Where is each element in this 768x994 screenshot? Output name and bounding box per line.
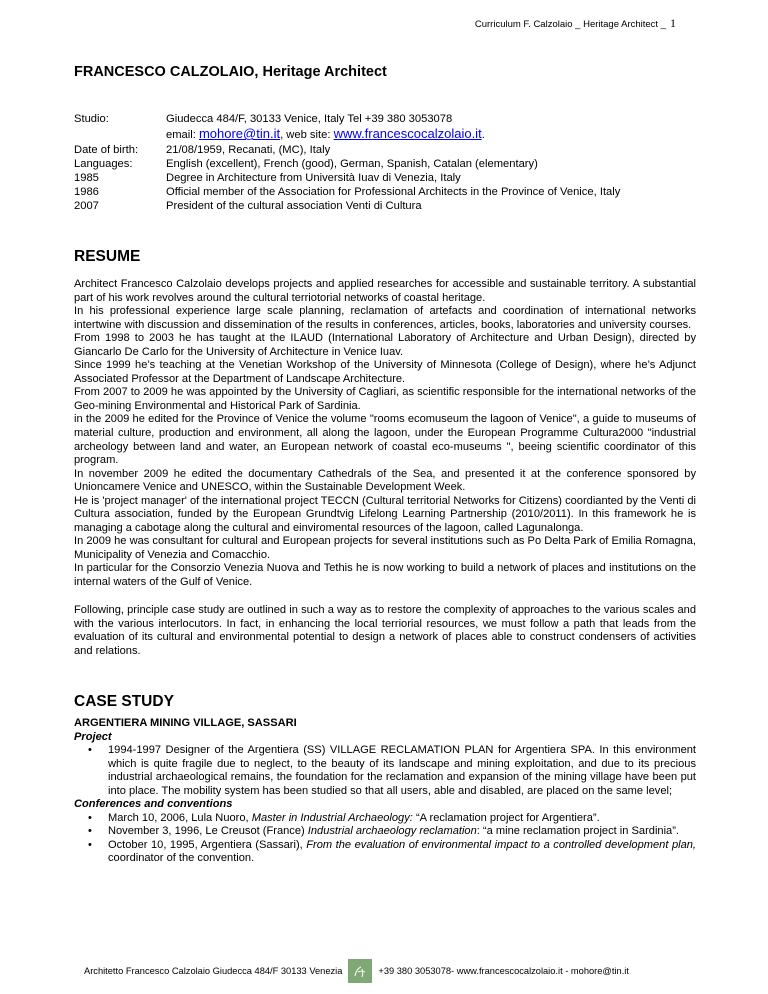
resume-paragraph: Architect Francesco Calzolaio develops projects and applied researches for accessible and sustainable territory. A substantial part of his work revolves around the cultural terriotorial networks of coastal heritage. (74, 278, 696, 304)
studio-label: Studio: (74, 113, 109, 125)
conferences-list (74, 812, 696, 866)
following-paragraph: Following, principle case study are outlined in such a way as to restore the complexity of approaches to the various scales and with the various interlocutors. In fact, in enhancing the local terriorial resources, we must follow a path that leads from the evaluation of its cultural and environmental potential to design a network of places able to construct condensers of activities and relations. (74, 604, 696, 657)
list-item (98, 825, 696, 839)
year-1985-label: 1985 (74, 172, 99, 184)
birth-value: 21/08/1959, Recanati, (MC), Italy (166, 144, 331, 156)
website-prefix: , web site: (280, 129, 334, 141)
running-title: Curriculum F. Calzolaio _ Heritage Architect _ (474, 19, 666, 30)
case-subtitle: ARGENTIERA MINING VILLAGE, SASSARI (74, 717, 297, 729)
page-title: FRANCESCO CALZOLAIO, Heritage Architect (74, 64, 387, 80)
resume-paragraph: From 1998 to 2003 he has taught at the ILAUD (International Laboratory of Architecture and Urban Design), directed by Giancarlo De Carlo for the University of Architecture in Venice Iuav. (74, 332, 696, 358)
languages-label: Languages: (74, 158, 133, 170)
birth-label: Date of birth: (74, 144, 139, 156)
resume-paragraph: In particular for the Consorzio Venezia Nuova and Tethis he is now working to build a network of places and institutions on the internal waters of the Gulf of Venice. (74, 562, 696, 589)
year-1985-row (74, 171, 620, 185)
contact-info-block (74, 112, 620, 213)
website-link[interactable]: www.francescocalzolaio.it (333, 126, 482, 141)
email-prefix: email: (166, 129, 199, 141)
conf-title: From the evaluation of environmental impact to a controlled development plan, (306, 838, 697, 851)
year-1986-row (74, 185, 620, 199)
resume-paragraph: In november 2009 he edited the documentary Cathedrals of the Sea, and presented it at the conference sponsored by Unioncamere Venice and UNESCO, within the Sustainable Development Week. (74, 467, 696, 494)
conferences-label: Conferences and conventions (74, 798, 233, 810)
resume-paragraph: in the 2009 he edited for the Province of Venice the volume "rooms ecomuseum the lagoon of Venice", a guide to museums of material culture, production and environment, all along the lagoon, under the European Programme Cultura2000 "industrial archeology between land and water, an European network of coastal eco-museums ", beeing scientific coordinator of this program. (74, 413, 696, 467)
website-suffix: . (481, 129, 485, 141)
case-study-body (74, 717, 696, 866)
resume-paragraph: Since 1999 he’s teaching at the Venetian Workshop of the University of Minnesota (College of Design), where he’s Adjunct Associated Professor at the Department of Landscape Architecture. (74, 359, 696, 385)
year-1986-value: Official member of the Association for Professional Architects in the Province of Venice, Italy (166, 186, 621, 198)
footer-address: Architetto Francesco Calzolaio Giudecca 484/F 30133 Venezia (84, 966, 343, 976)
list-item (98, 812, 696, 826)
conf-text: March 10, 2006, Lula Nuoro, (108, 811, 252, 824)
page-number: 1 (670, 16, 676, 30)
email-row (74, 126, 620, 143)
birth-row (74, 143, 620, 157)
resume-body (74, 278, 696, 590)
resume-paragraph: In 2009 he was consultant for cultural and European projects for several institutions such as Po Delta Park of Emilia Romagna, Municipality of Venezia and Comacchio. (74, 535, 696, 561)
conf-text: : “a mine reclamation project in Sardinia”. (476, 825, 679, 837)
fc-logo-icon (348, 959, 372, 983)
languages-row (74, 157, 620, 171)
conf-text: November 3, 1996, Le Creusot (France) (108, 825, 308, 837)
year-2007-label: 2007 (74, 200, 99, 212)
page-footer (84, 959, 629, 983)
studio-value: Giudecca 484/F, 30133 Venice, Italy Tel +39 380 3053078 (166, 113, 453, 125)
resume-heading: RESUME (74, 248, 141, 265)
conf-text: “A reclamation project for Argentiera”. (412, 811, 600, 824)
case-study-heading: CASE STUDY (74, 693, 174, 710)
list-item (98, 839, 696, 866)
languages-value: English (excellent), French (good), German, Spanish, Catalan (elementary) (166, 158, 538, 170)
resume-paragraph: He is 'project manager' of the international project TECCN (Cultural territorial Networks for Citizens) coordianted by the Venti di Cultura association, funded by the European Grundtvig Lifelong Learning Partnership (2010/2011). In this framework he is managing a cabotage along the cultural and einviromental resources of the lagoon, called Lagunalonga. (74, 494, 696, 534)
year-1986-label: 1986 (74, 186, 99, 198)
year-1985-value: Degree in Architecture from Università Iuav di Venezia, Italy (166, 172, 461, 184)
resume-paragraph: In his professional experience large scale planning, reclamation of artefacts and coordination of international networks intertwine with discussion and dissemination of the results in conferences, articles, books, laboratories and university courses. (74, 305, 696, 331)
conf-text: October 10, 1995, Argentiera (Sassari), (108, 838, 307, 851)
footer-contacts: +39 380 3053078- www.francescocalzolaio.it - mohore@tin.it (378, 966, 629, 976)
year-2007-row (74, 199, 620, 213)
project-list (74, 744, 696, 798)
project-label: Project (74, 730, 112, 743)
conf-title: Industrial archaeology reclamation (307, 825, 477, 837)
resume-paragraph: From 2007 to 2009 he was appointed by the University of Cagliari, as scientific responsible for the international networks of the Geo-mining Environmental and Historical Park of Sardinia. (74, 386, 696, 412)
email-link[interactable]: mohore@tin.it (198, 126, 281, 141)
conf-title: Master in Industrial Archaeology: (251, 811, 413, 824)
studio-row (74, 112, 620, 126)
list-item: • 1994-1997 Designer of the Argentiera (SS) VILLAGE RECLAMATION PLAN for Argentiera SPA. In this environment which is quite fragile due to neglect, to the beauty of its landscape and mining exploitation, and due to its precious industrial archaeological remains, the foundation for the reclamation and expansion of the mining village have been put into place. The mobility system has been studied so that all users, able and disabled, are placed on the same level; (98, 744, 696, 798)
conf-text: coordinator of the convention. (108, 852, 255, 864)
running-header (475, 16, 676, 31)
year-2007-value: President of the cultural association Venti di Cultura (166, 200, 422, 212)
